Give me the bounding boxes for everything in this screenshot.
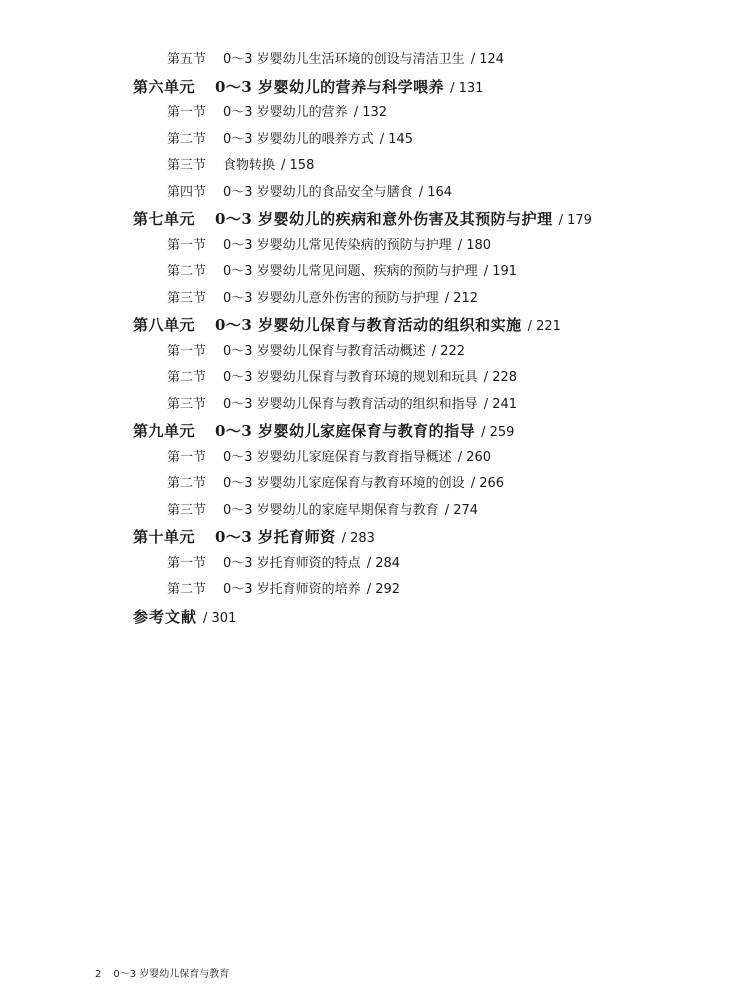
toc-entry-section[interactable] [0,47,750,74]
toc-section-label: 第一节 [167,449,207,465]
toc-section-label: 第二节 [167,582,207,597]
toc-unit-label: 第七单元 [133,210,196,228]
toc-page-number: / 274 [444,502,479,518]
toc-entry-unit[interactable] [0,524,750,551]
toc-section-label: 第二节 [167,131,207,147]
toc-entry-section[interactable] [0,365,750,392]
toc-section-label: 第一节 [167,555,207,571]
toc-page-number: / 132 [353,105,388,120]
toc-section-title: 0～3 岁婴幼儿的喂养方式 [223,131,374,147]
toc-unit-label: 第九单元 [133,422,196,440]
toc-entry-references[interactable] [0,604,750,631]
toc-section-label: 第三节 [167,502,207,518]
toc-section-title: 0～3 岁婴幼儿常见问题、疾病的预防与护理 [223,264,478,279]
toc-page-number: / 222 [431,343,466,359]
toc-page-number: / 180 [457,237,492,253]
toc-unit-title: 0～3 岁托育师资 [215,528,336,546]
toc-page-number: / 228 [483,370,518,385]
toc-section-title: 0～3 岁婴幼儿家庭保育与教育指导概述 [223,449,452,465]
toc-page-number: / 158 [281,158,315,173]
toc-entry-unit[interactable] [0,418,750,445]
toc-section-title: 0～3 岁婴幼儿家庭保育与教育环境的创设 [223,476,465,491]
toc-unit-title: 0～3 岁婴幼儿的疾病和意外伤害及其预防与护理 [215,210,553,228]
toc-entry-section[interactable] [0,153,750,180]
toc-section-title: 0～3 岁婴幼儿保育与教育活动的组织和指导 [223,396,478,412]
toc-page-number: / 191 [483,264,518,279]
toc-section-label: 第三节 [167,290,207,306]
toc-page-number: / 260 [457,449,492,465]
toc-section-label: 第二节 [167,370,207,385]
toc-section-label: 第三节 [167,158,207,173]
toc-section-label: 第二节 [167,264,207,279]
toc-page-number: / 292 [366,582,401,597]
toc-section-label: 第五节 [167,52,207,67]
page-footer [95,965,229,980]
toc-entry-section[interactable] [0,392,750,419]
toc-references-label: 参考文献 [133,607,198,626]
toc-page-number: / 221 [527,319,561,334]
toc-page-number: / 124 [470,52,505,67]
toc-page-number: / 179 [558,213,592,228]
toc-section-title: 0～3 岁托育师资的培养 [223,582,361,597]
toc-section-title: 0～3 岁婴幼儿常见传染病的预防与护理 [223,237,452,253]
toc-section-title: 0～3 岁婴幼儿的食品安全与膳食 [223,184,413,200]
toc-section-label: 第四节 [167,184,207,200]
toc-page-number: / 164 [418,184,453,200]
toc-entry-unit[interactable] [0,74,750,101]
toc-entry-section[interactable] [0,233,750,260]
toc-section-label: 第三节 [167,396,207,412]
toc-entry-section[interactable] [0,339,750,366]
toc-section-title: 0～3 岁婴幼儿生活环境的创设与清洁卫生 [223,52,465,67]
toc-page-number: / 266 [470,476,505,491]
toc-entry-section[interactable] [0,471,750,498]
toc-section-label: 第二节 [167,476,207,491]
toc-page-number: / 283 [341,531,375,546]
toc-entry-section[interactable] [0,100,750,127]
toc-section-title: 0～3 岁婴幼儿的营养 [223,105,348,120]
toc-entry-section[interactable] [0,127,750,154]
toc-page-number: / 259 [481,425,515,440]
toc-unit-label: 第八单元 [133,316,196,334]
toc-unit-title: 0～3 岁婴幼儿保育与教育活动的组织和实施 [215,316,522,334]
table-of-contents [0,47,750,630]
toc-section-title: 0～3 岁婴幼儿的家庭早期保育与教育 [223,502,439,518]
toc-entry-section[interactable] [0,577,750,604]
toc-section-title: 0～3 岁婴幼儿保育与教育环境的规划和玩具 [223,370,478,385]
toc-page-number: / 284 [366,555,401,571]
toc-section-label: 第一节 [167,237,207,253]
toc-unit-label: 第十单元 [133,528,196,546]
toc-entry-section[interactable] [0,286,750,313]
toc-unit-title: 0～3 岁婴幼儿家庭保育与教育的指导 [215,422,476,440]
toc-entry-section[interactable] [0,445,750,472]
toc-page-number: / 241 [483,396,518,412]
toc-unit-label: 第六单元 [133,77,196,96]
toc-entry-section[interactable] [0,498,750,525]
toc-page-number: / 301 [203,610,237,626]
toc-section-label: 第一节 [167,105,207,120]
toc-section-title: 0～3 岁婴幼儿意外伤害的预防与护理 [223,290,439,306]
toc-page-number: / 131 [450,80,484,96]
toc-section-label: 第一节 [167,343,207,359]
toc-entry-unit[interactable] [0,312,750,339]
footer-book-title: 0～3 岁婴幼儿保育与教育 [113,969,230,980]
toc-entry-section[interactable] [0,180,750,207]
toc-section-title: 食物转换 [223,158,276,173]
toc-entry-unit[interactable] [0,206,750,233]
footer-page-number: 2 [95,969,102,980]
toc-section-title: 0～3 岁托育师资的特点 [223,555,361,571]
toc-section-title: 0～3 岁婴幼儿保育与教育活动概述 [223,343,426,359]
toc-entry-section[interactable] [0,551,750,578]
toc-page-number: / 212 [444,290,479,306]
toc-unit-title: 0～3 岁婴幼儿的营养与科学喂养 [215,77,445,96]
toc-page-number: / 145 [379,131,414,147]
toc-entry-section[interactable] [0,259,750,286]
